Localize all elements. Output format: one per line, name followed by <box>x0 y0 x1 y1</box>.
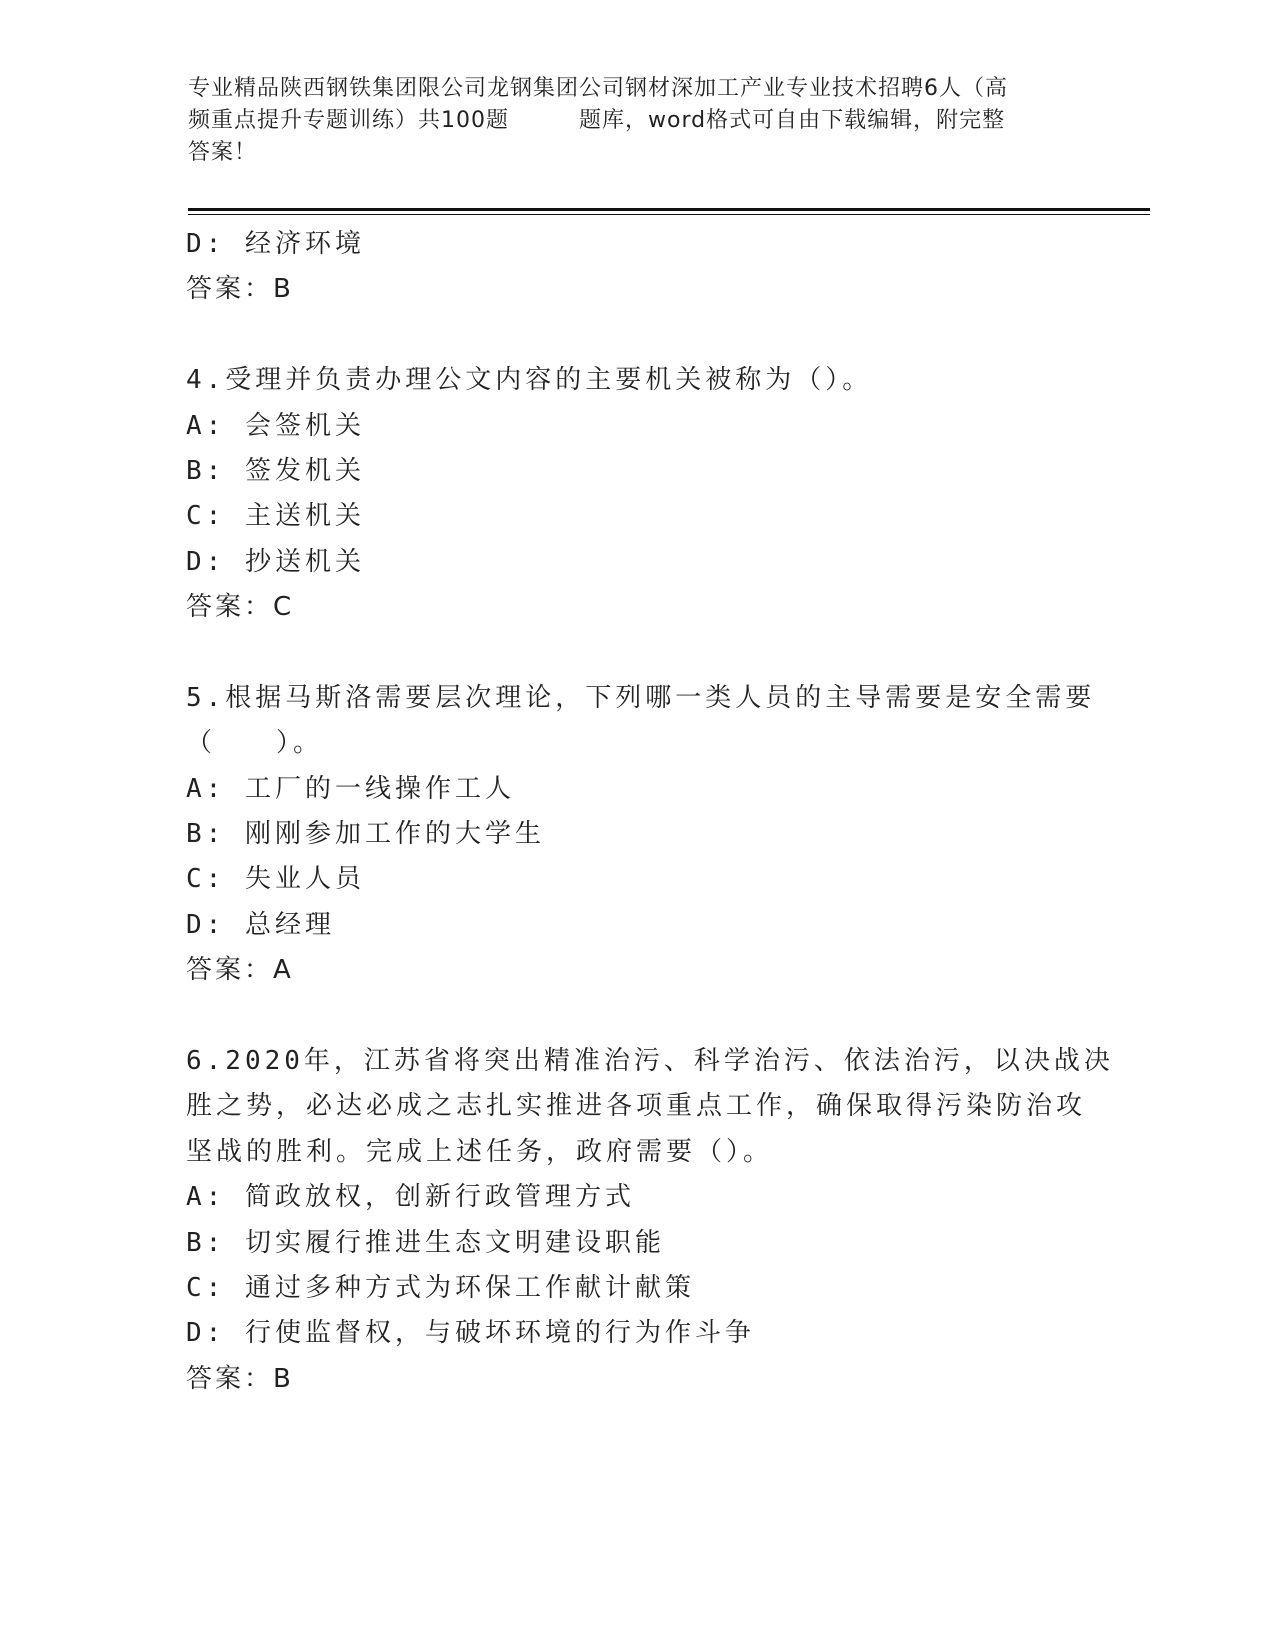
question-5-stem-line-1: 5.根据马斯洛需要层次理论，下列哪一类人员的主导需要是安全需要 <box>186 682 1096 713</box>
prev-option-d: D: 经济环境 <box>186 229 365 259</box>
question-4-answer: 答案：C <box>186 592 295 623</box>
document-body <box>186 222 1114 1402</box>
question-5-option-c: C: 失业人员 <box>186 864 365 895</box>
document-header <box>188 73 1088 169</box>
question-6-answer: 答案：B <box>186 1363 294 1394</box>
question-5-option-d: D: 总经理 <box>186 909 335 940</box>
header-rule-thick <box>188 208 1150 211</box>
question-5-option-a: A: 工厂的一线操作工人 <box>186 773 515 804</box>
header-line-2-part-1: 频重点提升专题训练）共100题 <box>188 108 509 133</box>
question-5-option-b: B: 刚刚参加工作的大学生 <box>186 819 545 850</box>
question-6-stem-line-1: 6.2020年，江苏省将突出精准治污、科学治污、依法治污，以决战决 <box>186 1046 1114 1077</box>
question-4-option-b: B: 签发机关 <box>186 455 365 486</box>
question-6-option-a: A: 简政放权，创新行政管理方式 <box>186 1182 635 1213</box>
question-6-option-d: D: 行使监督权，与破坏环境的行为作斗争 <box>186 1318 755 1349</box>
question-6-option-c: C: 通过多种方式为环保工作献计献策 <box>186 1272 695 1303</box>
header-line-2-part-2: 题库，word格式可自由下载编辑，附完整 <box>579 108 1006 133</box>
question-6-stem-line-3: 坚战的胜利。完成上述任务，政府需要（）。 <box>186 1136 774 1167</box>
question-5-stem-line-2: （ ）。 <box>186 728 324 759</box>
question-4-stem: 4.受理并负责办理公文内容的主要机关被称为（）。 <box>186 365 873 396</box>
question-6 <box>186 1039 1114 1402</box>
question-4-option-a: A: 会签机关 <box>186 410 365 441</box>
question-5 <box>186 676 1096 994</box>
header-rule-thin <box>188 214 1150 215</box>
question-4 <box>186 358 1086 630</box>
header-line-2 <box>188 105 1088 137</box>
question-4-option-c: C: 主送机关 <box>186 501 365 532</box>
question-6-option-b: B: 切实履行推进生态文明建设职能 <box>186 1227 665 1258</box>
question-5-answer: 答案：A <box>186 955 294 986</box>
prev-answer: 答案：B <box>186 274 294 305</box>
question-4-option-d: D: 抄送机关 <box>186 546 365 577</box>
question-6-stem-line-2: 胜之势，必达必成之志扎实推进各项重点工作，确保取得污染防治攻 <box>186 1091 1087 1122</box>
header-line-3: 答案！ <box>188 140 258 165</box>
header-line-1: 专业精品陕西钢铁集团限公司龙钢集团公司钢材深加工产业专业技术招聘6人（高 <box>188 76 1008 101</box>
